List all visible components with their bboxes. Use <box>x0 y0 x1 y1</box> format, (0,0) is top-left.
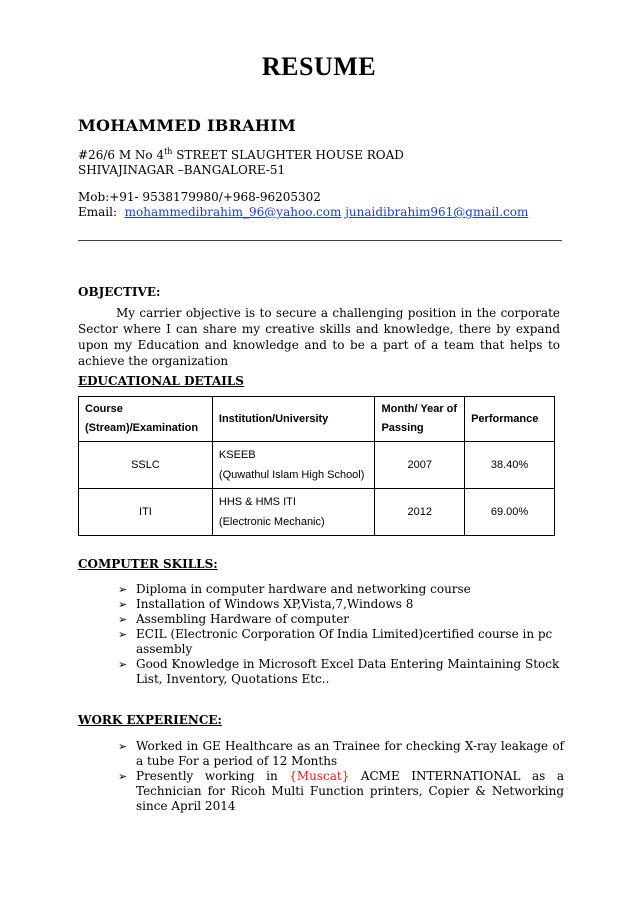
skills-list <box>118 582 564 687</box>
list-item <box>118 582 564 597</box>
table-row <box>79 442 555 489</box>
email-line <box>78 205 528 219</box>
cell-institution-line1: KSEEB <box>218 449 256 461</box>
arrow-bullet-icon: ➢ <box>118 613 128 626</box>
header-year-line2: Passing <box>381 422 424 434</box>
objective-text: My carrier objective is to secure a challenging position in the corporate Sector where I can share my creative skills and knowledge, there by expand upon my Education and knowledge and to be a part of a team that helps to achieve the organization <box>78 306 560 368</box>
cell-performance: 38.40% <box>465 442 555 489</box>
arrow-bullet-icon: ➢ <box>118 628 128 641</box>
email-label: Email: <box>78 205 118 219</box>
header-institution: Institution/University <box>212 397 375 442</box>
cell-institution-line1: HHS & HMS ITI <box>218 496 296 508</box>
cell-year: 2007 <box>375 442 465 489</box>
skill-text: Assembling Hardware of computer <box>136 612 350 626</box>
address-line-1-text: #26/6 M No 4 <box>78 148 165 162</box>
list-item <box>118 627 564 657</box>
header-course-line2: (Stream)/Examination <box>85 422 199 434</box>
arrow-bullet-icon: ➢ <box>118 658 128 671</box>
education-heading: EDUCATIONAL DETAILS <box>78 374 244 388</box>
address-line-2: SHIVAJINAGAR –BANGALORE-51 <box>78 163 286 177</box>
address-line-1-rest: STREET SLAUGHTER HOUSE ROAD <box>172 148 404 162</box>
work-list <box>118 739 564 814</box>
cell-course: SSLC <box>79 442 213 489</box>
list-item <box>118 657 564 687</box>
cell-institution-line2: (Quwathul Islam High School) <box>218 469 365 481</box>
objective-heading: OBJECTIVE: <box>78 285 161 299</box>
header-performance: Performance <box>465 397 555 442</box>
work-text-end: ACME INTERNATIONAL as a Technician for Ricoh Multi Function printers, Copier & Networking since April 2014 <box>136 769 564 813</box>
cell-institution <box>212 442 375 489</box>
header-divider <box>78 240 562 241</box>
header-course-line1: Course <box>85 403 123 415</box>
computer-skills-heading: COMPUTER SKILLS: <box>78 557 218 571</box>
list-item <box>118 739 564 769</box>
work-experience-heading: WORK EXPERIENCE: <box>78 713 222 727</box>
cell-year: 2012 <box>375 489 465 536</box>
header-course <box>79 397 213 442</box>
location-highlight: {Muscat} <box>289 769 350 783</box>
table-header-row <box>79 397 555 442</box>
education-table <box>78 396 555 536</box>
cell-institution <box>212 489 375 536</box>
table-row <box>79 489 555 536</box>
mobile-numbers: Mob:+91- 9538179980/+968-96205302 <box>78 190 321 204</box>
arrow-bullet-icon: ➢ <box>118 583 128 596</box>
address-line-1 <box>78 148 404 162</box>
arrow-bullet-icon: ➢ <box>118 598 128 611</box>
header-year-line1: Month/ Year of <box>381 403 458 415</box>
candidate-name: MOHAMMED IBRAHIM <box>78 116 297 135</box>
work-text-start: Presently working in <box>136 769 290 783</box>
list-item <box>118 769 564 814</box>
email-link-gmail[interactable]: junaidibrahim961@gmail.com <box>345 205 529 219</box>
list-item <box>118 597 564 612</box>
list-item <box>118 612 564 627</box>
skill-text: Installation of Windows XP,Vista,7,Windows 8 <box>136 597 414 611</box>
skill-text: ECIL (Electronic Corporation Of India Limited)certified course in pc assembly <box>136 627 553 656</box>
cell-performance: 69.00% <box>465 489 555 536</box>
header-year <box>375 397 465 442</box>
arrow-bullet-icon: ➢ <box>118 770 128 783</box>
work-text: Worked in GE Healthcare as an Trainee for checking X-ray leakage of a tube For a period of 12 Months <box>136 739 564 768</box>
skill-text: Diploma in computer hardware and networking course <box>136 582 471 596</box>
cell-institution-line2: (Electronic Mechanic) <box>218 516 325 528</box>
arrow-bullet-icon: ➢ <box>118 740 128 753</box>
email-link-yahoo[interactable]: mohammedibrahim_96@yahoo.com <box>124 205 342 219</box>
resume-title: RESUME <box>261 52 377 81</box>
skill-text: Good Knowledge in Microsoft Excel Data Entering Maintaining Stock List, Inventory, Quotations Etc.. <box>136 657 560 686</box>
cell-course: ITI <box>79 489 213 536</box>
address-ordinal-suffix: th <box>164 147 173 156</box>
